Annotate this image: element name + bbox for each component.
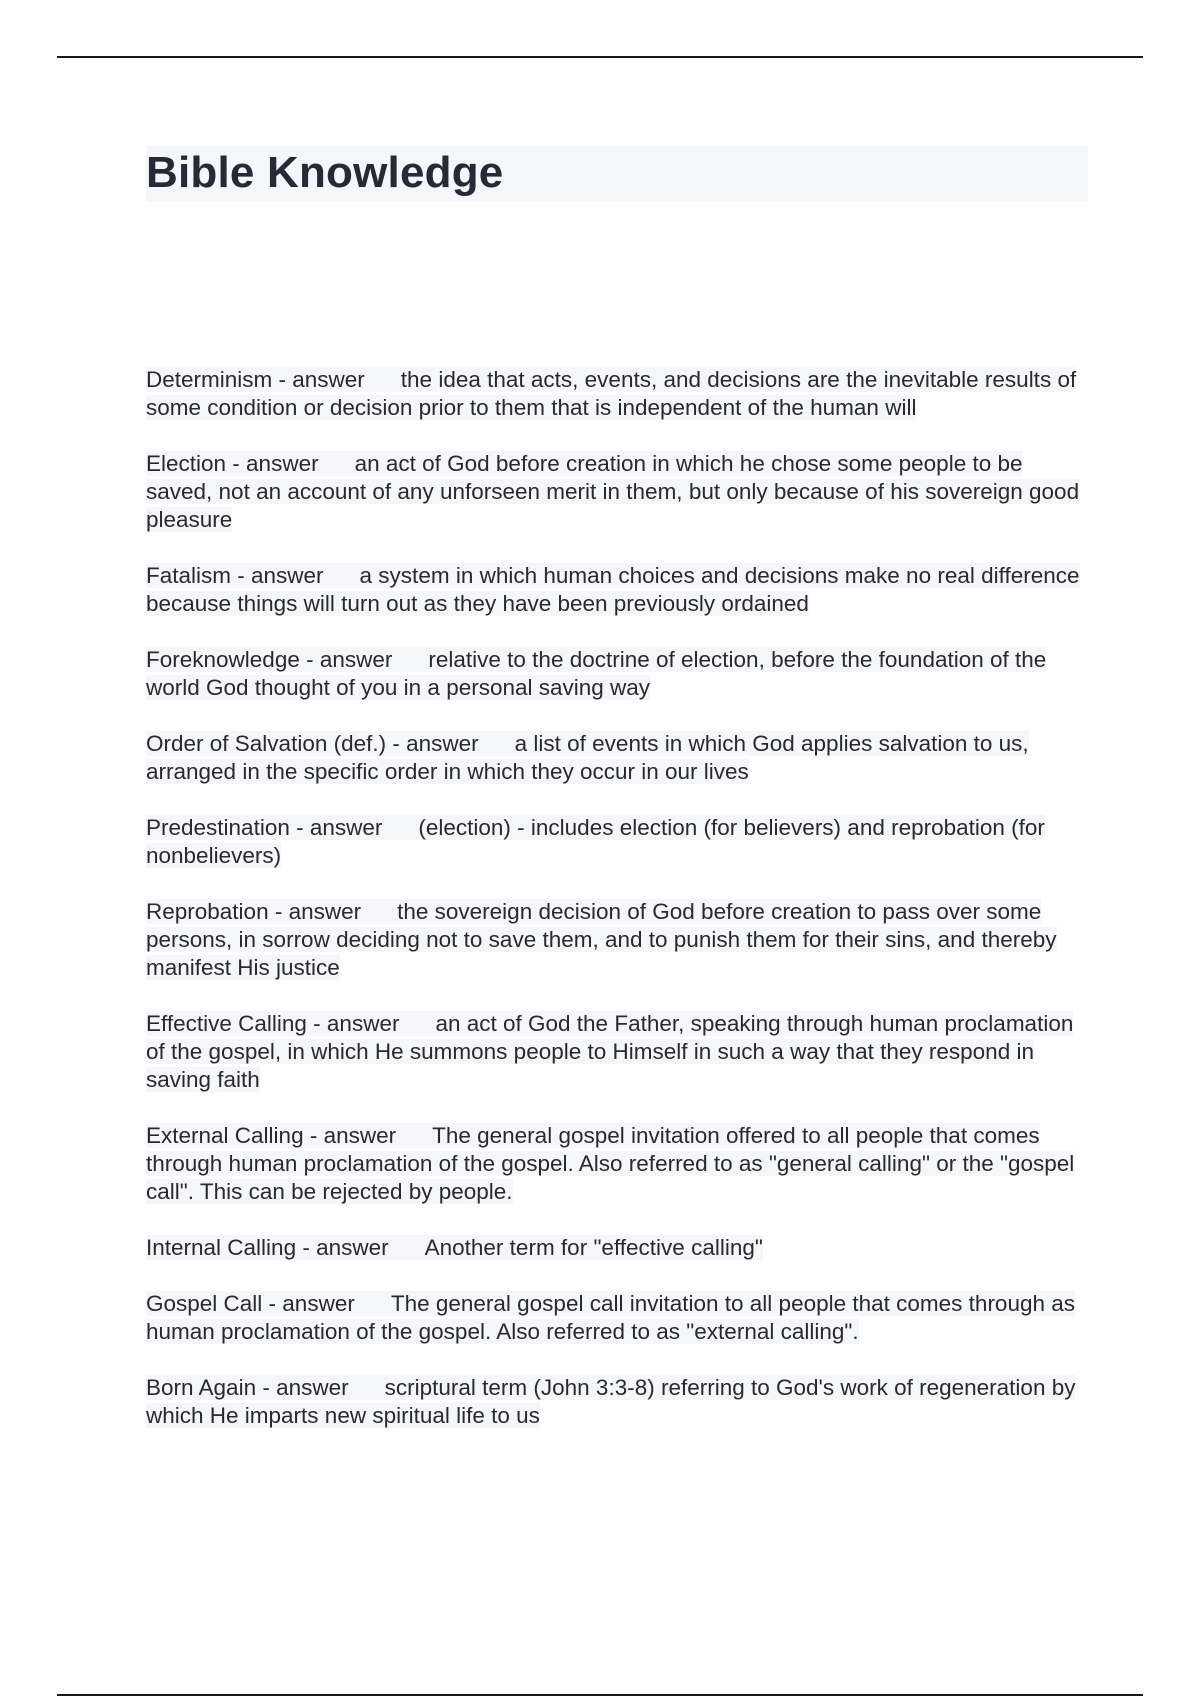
- list-item: [146, 1122, 1088, 1206]
- list-item: [146, 1010, 1088, 1094]
- page-title: Bible Knowledge: [146, 148, 504, 197]
- definition: Another term for "effective calling": [424, 1235, 763, 1260]
- term: Election - answer: [146, 451, 319, 476]
- bottom-divider: [57, 1694, 1143, 1696]
- list-item: [146, 1374, 1088, 1430]
- term: Reprobation - answer: [146, 899, 362, 924]
- definition: scriptural term (John 3:3-8) referring to God's work of regeneration by which He imparts new spiritual life to us: [146, 1375, 1076, 1428]
- term: Fatalism - answer: [146, 563, 324, 588]
- definition: the sovereign decision of God before creation to pass over some persons, in sorrow deciding not to save them, and to punish them for their sins, and thereby manifest His justice: [146, 899, 1057, 980]
- top-divider: [57, 56, 1143, 58]
- definition: (election) - includes election (for believers) and reprobation (for nonbelievers): [146, 815, 1045, 868]
- term: Predestination - answer: [146, 815, 383, 840]
- list-item: [146, 562, 1088, 618]
- definition: relative to the doctrine of election, before the foundation of the world God thought of you in a personal saving way: [146, 647, 1047, 700]
- list-item: [146, 366, 1088, 422]
- definition-list: [146, 366, 1088, 1458]
- definition: an act of God the Father, speaking through human proclamation of the gospel, in which He summons people to Himself in such a way that they respond in saving faith: [146, 1011, 1074, 1092]
- definition: The general gospel call invitation to all people that comes through as human proclamation of the gospel. Also referred to as "external calling".: [146, 1291, 1076, 1344]
- term: Effective Calling - answer: [146, 1011, 400, 1036]
- definition: a system in which human choices and decisions make no real difference because things will turn out as they have been previously ordained: [146, 563, 1080, 616]
- term: Internal Calling - answer: [146, 1235, 389, 1260]
- definition: an act of God before creation in which he chose some people to be saved, not an account of any unforseen merit in them, but only because of his sovereign good pleasure: [146, 451, 1080, 532]
- list-item: [146, 1290, 1088, 1346]
- term: Determinism - answer: [146, 367, 365, 392]
- list-item: [146, 1234, 1088, 1262]
- list-item: [146, 814, 1088, 870]
- definition: The general gospel invitation offered to all people that comes through human proclamation of the gospel. Also referred to as "general calling" or the "gospel call". This can be rejected by people.: [146, 1123, 1075, 1204]
- term: Order of Salvation (def.) - answer: [146, 731, 479, 756]
- list-item: [146, 898, 1088, 982]
- list-item: [146, 646, 1088, 702]
- term: Born Again - answer: [146, 1375, 349, 1400]
- definition: the idea that acts, events, and decisions are the inevitable results of some condition or decision prior to them that is independent of the human will: [146, 367, 1077, 420]
- list-item: [146, 450, 1088, 534]
- term: Gospel Call - answer: [146, 1291, 355, 1316]
- definition: a list of events in which God applies salvation to us, arranged in the specific order in which they occur in our lives: [146, 731, 1029, 784]
- term: Foreknowledge - answer: [146, 647, 393, 672]
- term: External Calling - answer: [146, 1123, 397, 1148]
- list-item: [146, 730, 1088, 786]
